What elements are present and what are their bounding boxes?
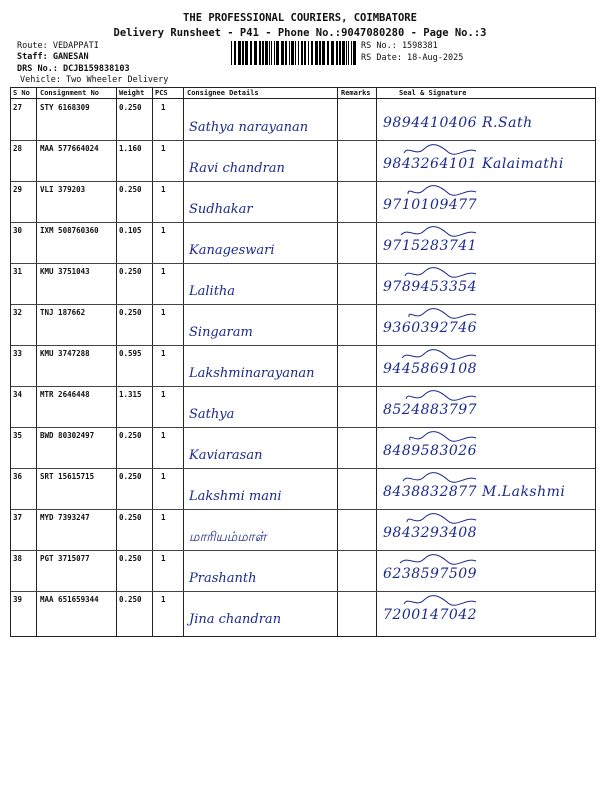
row-signature: 8438832877 M.Lakshmi [383,484,566,500]
row-consignment: STY 6168309 [40,103,90,112]
col-consignee: Consignee Details [187,89,259,97]
row-signature: 9360392746 [383,320,478,336]
row-signature: 9894410406 R.Sath [383,115,533,131]
row-consignee-name: Lalitha [189,284,236,299]
signature-scribble [396,471,486,485]
row-weight: 0.250 [119,308,142,317]
row-sno: 33 [13,349,23,358]
row-consignee-name: Lakshmi mani [189,489,282,504]
row-consignment: MAA 577664024 [40,144,99,153]
row-consignee-name: Sathya [189,407,235,422]
row-consignee-name: Kanageswari [189,243,275,258]
row-pcs: 1 [161,513,166,522]
row-consignment: PGT 3715077 [40,554,90,563]
row-consignment: KMU 3747288 [40,349,90,358]
row-weight: 0.595 [119,349,142,358]
col-seal-signature: Seal & Signature [399,89,467,97]
row-consignment: MYD 7393247 [40,513,90,522]
row-consignment: TNJ 187662 [40,308,86,317]
row-consignee-name: Jina chandran [189,612,282,627]
row-weight: 1.315 [119,390,142,399]
company-title: THE PROFESSIONAL COURIERS, COIMBATORE [183,12,417,24]
row-signature: 7200147042 [383,607,478,623]
row-consignee-name: Sudhakar [189,202,253,217]
row-sno: 32 [13,308,23,317]
row-sno: 27 [13,103,23,112]
row-pcs: 1 [161,185,166,194]
table-row [11,386,595,428]
row-consignment: BWD 80302497 [40,431,95,440]
row-pcs: 1 [161,144,166,153]
signature-scribble [396,225,486,239]
row-pcs: 1 [161,431,166,440]
row-weight: 0.250 [119,267,142,276]
row-weight: 0.250 [119,185,142,194]
row-pcs: 1 [161,103,166,112]
row-consignment: IXM 508760360 [40,226,99,235]
signature-scribble [396,348,486,362]
row-weight: 0.250 [119,103,142,112]
row-pcs: 1 [161,472,166,481]
row-pcs: 1 [161,308,166,317]
row-consignee-name: Kaviarasan [189,448,263,463]
table-row [11,99,595,141]
row-sno: 28 [13,144,23,153]
row-consignment: MAA 651659344 [40,595,99,604]
row-pcs: 1 [161,267,166,276]
row-signature: 8489583026 [383,443,478,459]
row-signature: 9789453354 [383,279,478,295]
row-consignee-name: Ravi chandran [189,161,285,176]
row-pcs: 1 [161,390,166,399]
table-row [11,263,595,305]
col-consignment: Consignment No [40,89,100,97]
signature-scribble [396,430,486,444]
table-row [11,222,595,264]
row-sno: 34 [13,390,23,399]
drs-number: DRS No.: DCJB159838103 [17,64,130,74]
table-header [11,88,595,99]
table-row [11,591,595,632]
col-remarks: Remarks [341,89,371,97]
row-weight: 0.250 [119,554,142,563]
row-weight: 0.250 [119,431,142,440]
row-weight: 0.250 [119,472,142,481]
signature-scribble [396,389,486,403]
signature-scribble [396,553,486,567]
staff-label: Staff: GANESAN [17,52,89,62]
row-pcs: 1 [161,226,166,235]
row-sno: 37 [13,513,23,522]
table-row [11,427,595,469]
row-signature: 9710109477 [383,197,478,213]
row-signature: 6238597509 [383,566,478,582]
row-consignment: SRT 15615715 [40,472,95,481]
row-sno: 36 [13,472,23,481]
col-weight: Weight [119,89,145,97]
table-row [11,181,595,223]
signature-scribble [396,594,486,608]
row-weight: 0.105 [119,226,142,235]
row-signature: 9843264101 Kalaimathi [383,156,564,172]
row-pcs: 1 [161,349,166,358]
runsheet-subtitle: Delivery Runsheet - P41 - Phone No.:9047080280 - Page No.:3 [113,27,487,39]
row-weight: 1.160 [119,144,142,153]
row-consignee-name: Lakshminarayanan [189,366,315,381]
row-consignee-name: Prashanth [189,571,257,586]
signature-scribble [396,184,486,198]
route-label: Route: VEDAPPATI [17,41,99,51]
signature-scribble [396,266,486,280]
vehicle-label: Vehicle: Two Wheeler Delivery [20,75,169,85]
row-sno: 31 [13,267,23,276]
rs-date: RS Date: 18-Aug-2025 [361,53,464,63]
table-row [11,304,595,346]
row-signature: 8524883797 [383,402,478,418]
row-consignment: KMU 3751043 [40,267,90,276]
row-sno: 39 [13,595,23,604]
rs-number: RS No.: 1598381 [361,41,438,51]
row-consignment: VLI 379203 [40,185,86,194]
row-sno: 29 [13,185,23,194]
table-row [11,345,595,387]
row-consignment: MTR 2646448 [40,390,90,399]
row-pcs: 1 [161,554,166,563]
row-signature: 9843293408 [383,525,478,541]
row-weight: 0.250 [119,513,142,522]
runsheet-table [10,87,596,637]
row-sno: 35 [13,431,23,440]
signature-scribble [396,307,486,321]
row-consignee-name: Singaram [189,325,253,340]
signature-scribble [396,143,486,157]
signature-scribble [396,512,486,526]
table-row [11,550,595,592]
table-row [11,468,595,510]
row-consignee-name: Sathya narayanan [189,120,309,135]
row-consignee-name: மாரியம்மாள் [189,530,267,545]
row-sno: 30 [13,226,23,235]
row-pcs: 1 [161,595,166,604]
table-row [11,509,595,551]
signature-scribble [396,102,486,116]
col-sno: S No [13,89,30,97]
row-signature: 9715283741 [383,238,478,254]
table-row [11,140,595,182]
barcode [231,41,357,65]
row-sno: 38 [13,554,23,563]
row-signature: 9445869108 [383,361,478,377]
row-weight: 0.250 [119,595,142,604]
col-pcs: PCS [155,89,168,97]
